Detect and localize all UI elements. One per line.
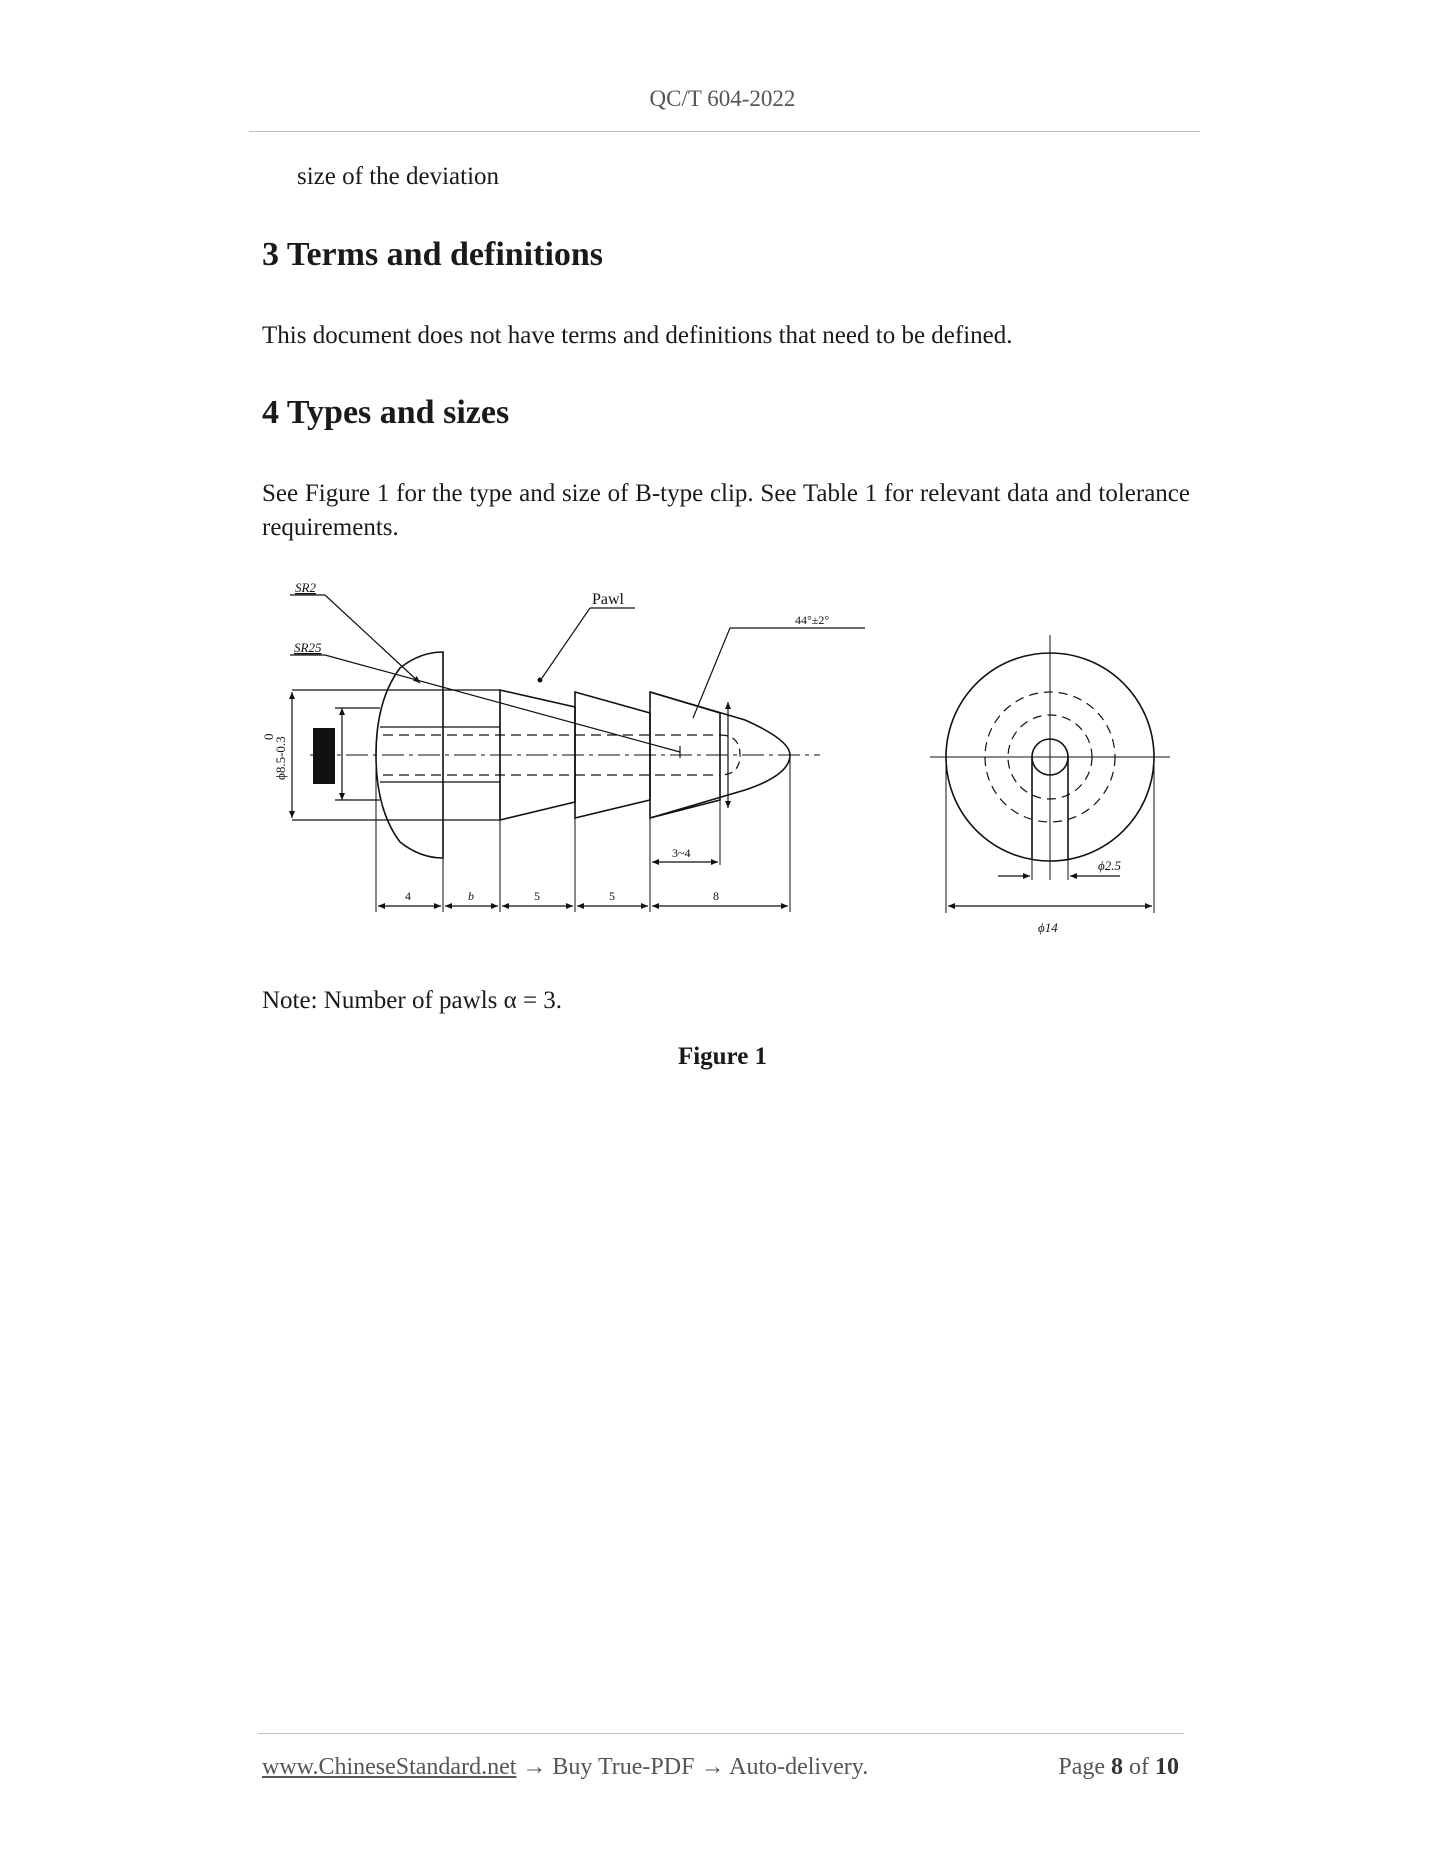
dim-phi-14: ϕ14 (1038, 920, 1058, 935)
label-sr2: SR2 (295, 580, 316, 595)
footer-text (262, 1754, 868, 1781)
header-divider (249, 131, 1200, 132)
page-of: of (1129, 1754, 1149, 1780)
page-word: Page (1058, 1754, 1105, 1780)
page-current: 8 (1111, 1754, 1123, 1780)
dim-5b: 5 (609, 889, 615, 903)
running-header: QC/T 604-2022 (649, 86, 796, 111)
label-sr25: SR25 (294, 640, 322, 655)
figure-caption: Figure 1 (677, 1043, 768, 1070)
label-angle: 44°±2° (795, 613, 830, 627)
footer-tail: → Buy True-PDF → Auto-delivery. (516, 1754, 869, 1780)
label-main-diameter: ϕ8.5-0.3 (273, 736, 288, 780)
dim-b: b (468, 889, 474, 903)
footer-site-link[interactable]: www.ChineseStandard.net (262, 1754, 517, 1780)
section-3-heading: 3 Terms and definitions (262, 236, 604, 273)
section-3-text: This document does not have terms and definitions that need to be defined. (262, 322, 1013, 349)
section-4-heading: 4 Types and sizes (262, 394, 510, 431)
label-pawl: Pawl (592, 591, 624, 608)
section-4-text: See Figure 1 for the type and size of B-type clip. See Table 1 for relevant data and tolerance requirements. (262, 480, 1190, 541)
dim-5a: 5 (534, 889, 540, 903)
figure-1-drawing (250, 580, 1210, 970)
dim-phi-2-5: ϕ2.5 (1098, 858, 1121, 873)
page-total: 10 (1155, 1754, 1179, 1780)
dim-4: 4 (405, 889, 411, 903)
page-number (1058, 1754, 1179, 1781)
dim-8: 8 (713, 889, 719, 903)
label-tolerance: 0 (261, 733, 276, 740)
figure-note: Note: Number of pawls α = 3. (262, 987, 563, 1014)
dim-3-4: 3~4 (672, 846, 691, 860)
continuation-text: size of the deviation (297, 163, 500, 190)
footer-divider (258, 1733, 1184, 1734)
